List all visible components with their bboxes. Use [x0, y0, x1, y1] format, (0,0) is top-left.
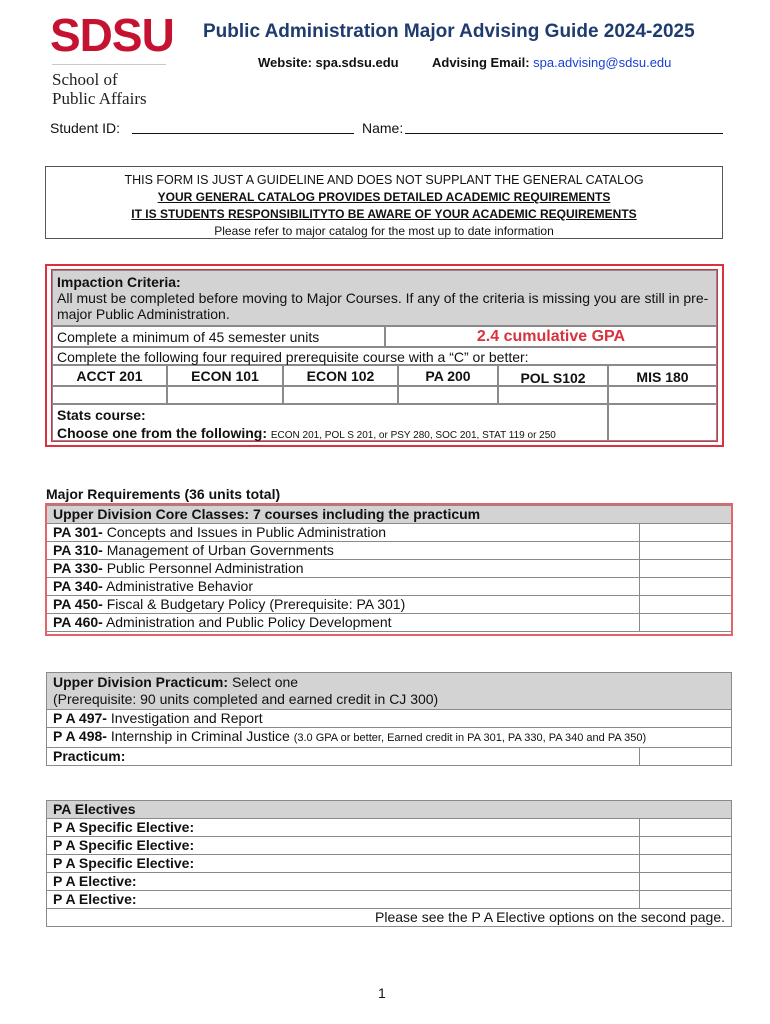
units-criterion: Complete a minimum of 45 semester units [52, 326, 385, 347]
school-line-1: School of [52, 70, 118, 89]
elective-label: P A Specific Elective: [47, 855, 640, 873]
course-note: (3.0 GPA or better, Earned credit in PA 301, PA 330, PA 340 and PA 350) [293, 732, 647, 744]
grade-box-pols-s102[interactable] [498, 386, 608, 404]
name-field[interactable] [405, 133, 723, 134]
student-id-label: Student ID: [50, 120, 121, 136]
grade-box-mis-180[interactable] [608, 386, 717, 404]
elective-label: P A Elective: [47, 873, 640, 891]
course-name: Concepts and Issues in Public Administration [106, 524, 387, 540]
table-row [47, 819, 732, 837]
course-name: Investigation and Report [110, 710, 263, 726]
course-acct-201: ACCT 201 [52, 365, 167, 386]
table-row [47, 748, 732, 766]
course-code: PA 450- [53, 596, 103, 612]
grade-box-econ-101[interactable] [167, 386, 283, 404]
course-mis-180: MIS 180 [608, 365, 717, 386]
core-classes-highlight [45, 503, 733, 636]
table-row [47, 728, 732, 748]
practicum-table [46, 672, 732, 766]
course-code: PA 301- [53, 524, 103, 540]
course-code: PA 310- [53, 542, 103, 558]
electives-header: PA Electives [47, 801, 732, 819]
stats-grade-box[interactable] [608, 404, 717, 441]
school-line-2: Public Affairs [52, 89, 147, 108]
notice-line-2: YOUR GENERAL CATALOG PROVIDES DETAILED ACADEMIC REQUIREMENTS [157, 190, 611, 204]
grade-cell[interactable] [640, 748, 732, 766]
practicum-header-rest: Select one [231, 674, 299, 690]
course-econ-101: ECON 101 [167, 365, 283, 386]
course-pa-200: PA 200 [398, 365, 498, 386]
course-name: Internship in Criminal Justice [110, 728, 290, 744]
elective-label: P A Elective: [47, 891, 640, 909]
prereq-text: Complete the following four required prerequisite course with a “C” or better: [52, 347, 717, 365]
grade-cell[interactable] [640, 873, 732, 891]
page-title: Public Administration Major Advising Guide 2024-2025 [203, 21, 695, 42]
course-code: P A 497- [53, 710, 107, 726]
course-code: PA 330- [53, 560, 103, 576]
table-row [47, 855, 732, 873]
course-name: Public Personnel Administration [106, 560, 304, 576]
course-code: PA 460- [53, 614, 103, 630]
logo-divider [52, 64, 166, 65]
grade-cell[interactable] [640, 855, 732, 873]
advising-email [432, 55, 671, 70]
page-number: 1 [378, 985, 386, 1001]
catalog-notice [45, 166, 723, 239]
stats-choose [57, 425, 603, 444]
practicum-prereq: (Prerequisite: 90 units completed and earned credit in CJ 300) [53, 691, 439, 707]
website-label: Website: spa.sdsu.edu [258, 55, 399, 70]
grade-box-pa-200[interactable] [398, 386, 498, 404]
notice-line-1: THIS FORM IS JUST A GUIDELINE AND DOES NOT SUPPLANT THE GENERAL CATALOG [124, 173, 644, 187]
grade-cell[interactable] [640, 819, 732, 837]
grade-box-acct-201[interactable] [52, 386, 167, 404]
stats-title: Stats course: [57, 407, 146, 423]
grade-cell[interactable] [640, 837, 732, 855]
course-pols-s102: POL S102 [498, 365, 608, 386]
choose-options: ECON 201, POL S 201, or PSY 280, SOC 201, STAT 119 or 250 [270, 430, 556, 441]
notice-line-4: Please refer to major catalog for the most up to date information [214, 224, 554, 238]
major-requirements-title: Major Requirements (36 units total) [46, 486, 281, 502]
table-row [47, 873, 732, 891]
practicum-label: Practicum: [47, 748, 640, 766]
course-code: PA 340- [53, 578, 103, 594]
email-label: Advising Email: [432, 55, 530, 70]
name-label: Name: [362, 120, 404, 136]
table-row [47, 710, 732, 728]
elective-label: P A Specific Elective: [47, 837, 640, 855]
course-name: Fiscal & Budgetary Policy (Prerequisite: PA 301) [106, 596, 406, 612]
impaction-desc: All must be completed before moving to Major Courses. If any of the criteria is missing you are still in pre-major Public Administration. [57, 290, 709, 322]
course-code: P A 498- [53, 728, 107, 744]
impaction-title: Impaction Criteria: [57, 274, 181, 290]
practicum-header [47, 673, 732, 710]
sdsu-logo: SDSU [50, 9, 174, 61]
choose-label: Choose one from the following: [57, 425, 267, 441]
practicum-header-title: Upper Division Practicum: [53, 674, 229, 690]
table-row [47, 837, 732, 855]
impaction-header [52, 270, 717, 326]
electives-note: Please see the P A Elective options on the second page. [47, 909, 732, 927]
electives-table [46, 800, 732, 927]
course-name: Administration and Public Policy Development [105, 614, 392, 630]
stats-course-cell [52, 404, 608, 441]
school-name [52, 70, 147, 108]
impaction-box [51, 269, 718, 442]
course-econ-102: ECON 102 [283, 365, 398, 386]
elective-label: P A Specific Elective: [47, 819, 640, 837]
gpa-criterion: 2.4 cumulative GPA [385, 326, 717, 347]
grade-cell[interactable] [640, 891, 732, 909]
table-row [47, 891, 732, 909]
course-name: Administrative Behavior [105, 578, 253, 594]
notice-line-3: IT IS STUDENTS RESPONSIBILITYTO BE AWARE OF YOUR ACADEMIC REQUIREMENTS [131, 207, 637, 221]
grade-box-econ-102[interactable] [283, 386, 398, 404]
email-link[interactable]: spa.advising@sdsu.edu [533, 55, 672, 70]
student-id-field[interactable] [132, 133, 354, 134]
course-name: Management of Urban Governments [106, 542, 334, 558]
core-header: Upper Division Core Classes: 7 courses including the practicum [47, 506, 732, 524]
